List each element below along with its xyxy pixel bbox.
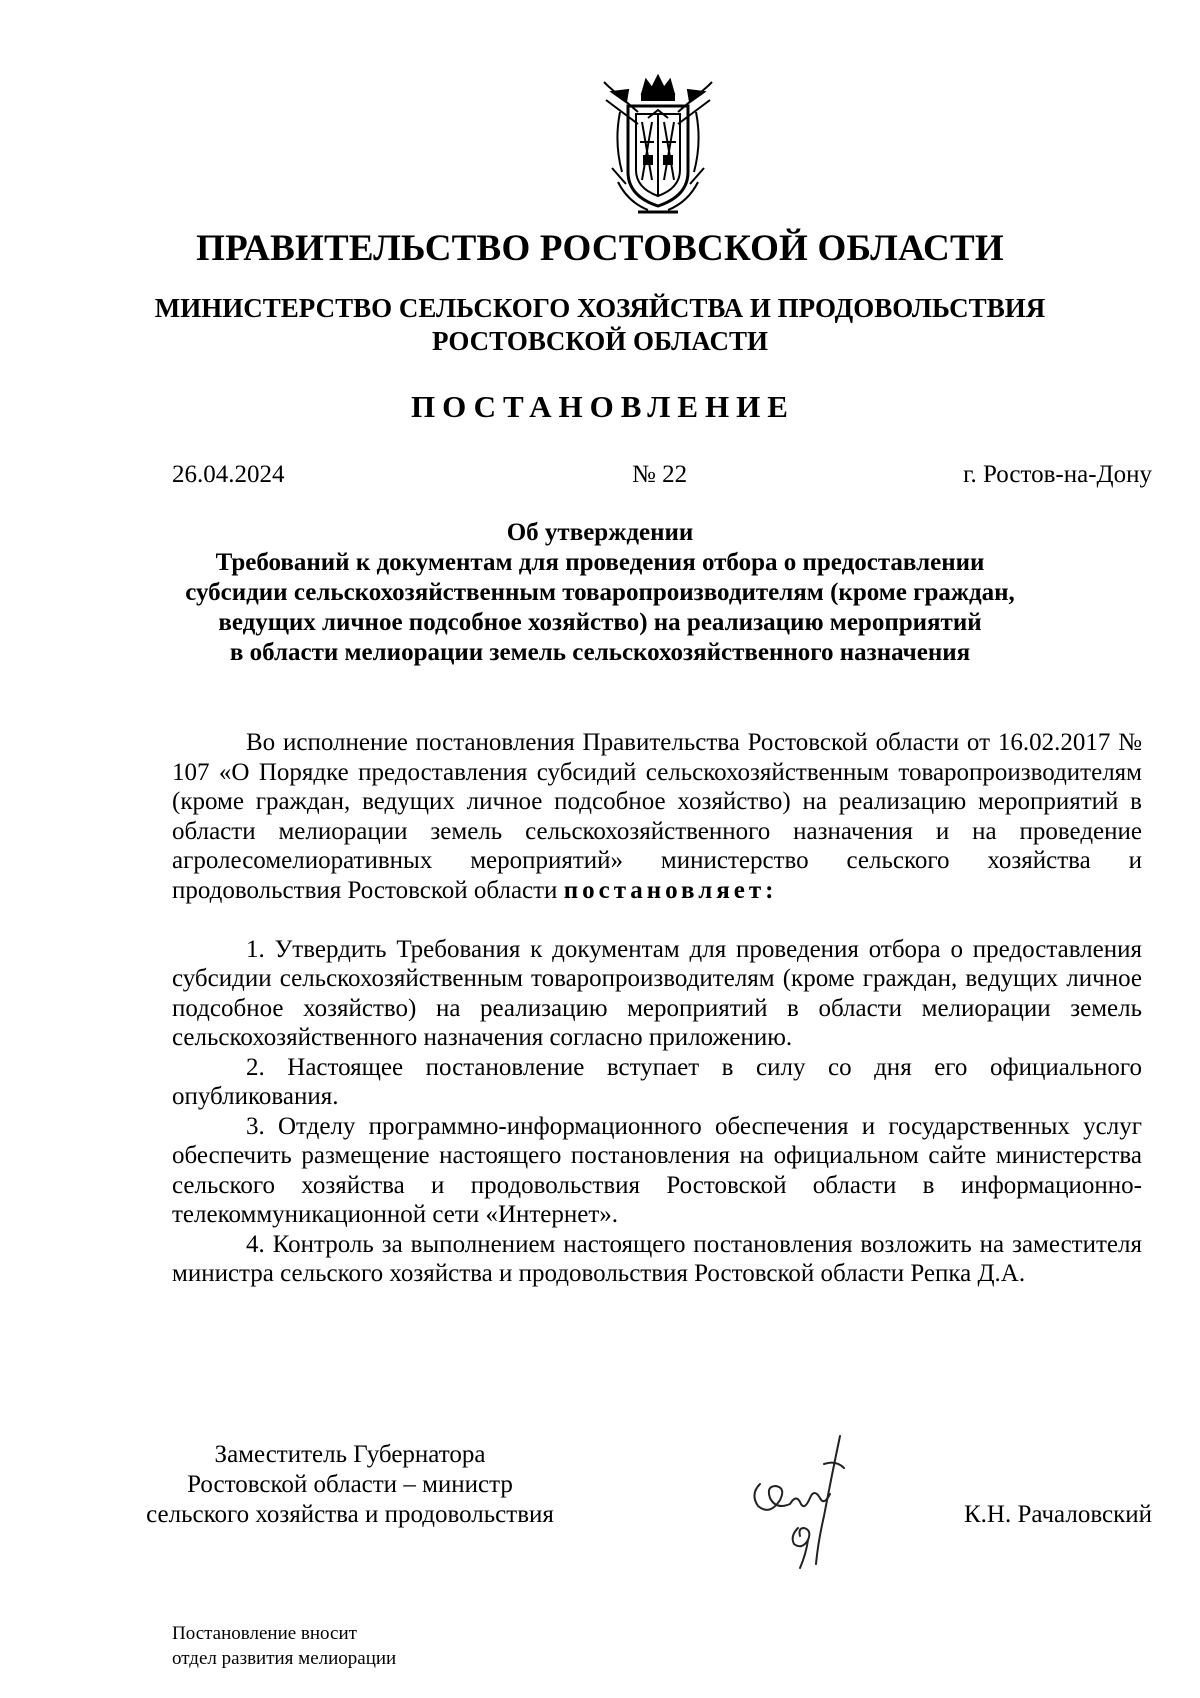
- position-line2: Ростовской области – министр: [187, 1471, 513, 1498]
- document-city: г. Ростов-на-Дону: [963, 461, 1152, 488]
- item-2: 2. Настоящее постановление вступает в силу со дня его официального опубликования.: [172, 1053, 1142, 1110]
- document-date: 26.04.2024: [172, 461, 285, 488]
- title-line5: в области мелиорации земель сельскохозяйственного назначения: [229, 639, 971, 666]
- position-line3: сельского хозяйства и продовольствия: [146, 1501, 554, 1528]
- document-number: № 22: [632, 461, 688, 488]
- signatory-name: К.Н. Рачаловский: [963, 1501, 1152, 1528]
- position-line1: Заместитель Губернатора: [214, 1441, 486, 1468]
- document-body: [172, 728, 1142, 1289]
- item-4: 4. Контроль за выполнением настоящего постановления возложить на заместителя министра сельского хозяйства и продовольствия Ростовской области Репка Д.А.: [172, 1230, 1142, 1287]
- handwritten-signature-icon: [740, 1424, 870, 1574]
- ministry-heading-line2: РОСТОВСКОЙ ОБЛАСТИ: [432, 326, 768, 356]
- title-line3: субсидии сельскохозяйственным товаропроизводителям (кроме граждан,: [185, 579, 1015, 606]
- title-line4: ведущих личное подсобное хозяйство) на реализацию мероприятий: [218, 609, 982, 636]
- document-title: [0, 518, 1200, 668]
- footer-line1: Постановление вносит: [172, 1623, 357, 1644]
- ministry-heading-line1: МИНИСТЕРСТВО СЕЛЬСКОГО ХОЗЯЙСТВА И ПРОДОВОЛЬСТВИЯ: [154, 293, 1046, 323]
- ministry-heading: [0, 292, 1200, 358]
- preamble-paragraph: [172, 728, 1142, 905]
- document-type-heading: ПОСТАНОВЛЕНИЕ: [411, 389, 795, 424]
- government-heading: ПРАВИТЕЛЬСТВО РОСТОВСКОЙ ОБЛАСТИ: [196, 228, 1004, 269]
- item-1: 1. Утвердить Требования к документам для проведения отбора о предоставления субсидии сельскохозяйственным товаропроизводителям (кроме граждан, ведущих личное подсобное хозяйство) на реализацию мероприятий в области мелиорации земель сельскохозяйственного назначения согласно приложению.: [172, 935, 1142, 1051]
- title-line1: Об утверждении: [506, 519, 694, 546]
- footer-note: [172, 1621, 396, 1671]
- document-meta-row: [172, 460, 1152, 490]
- resolves-word: постановляет:: [563, 876, 778, 904]
- signatory-position: [100, 1440, 600, 1530]
- footer-line2: отдел развития мелиорации: [172, 1648, 397, 1669]
- title-line2: Требований к документам для проведения отбора о предоставлении: [215, 549, 985, 576]
- coat-of-arms-icon: [598, 72, 718, 216]
- item-3: 3. Отделу программно-информационного обеспечения и государственных услуг обеспечить размещение настоящего постановления на официальном сайте министерства сельского хозяйства и продовольствия Ростовской области в информационно-телекоммуникационной сети «Интернет».: [172, 1112, 1142, 1228]
- preamble-text: Во исполнение постановления Правительства Ростовской области от 16.02.2017 № 107 «О Порядке предоставления субсидий сельскохозяйственным товаропроизводителям (кроме граждан, ведущих личное подсобное хозяйство) на реализацию мероприятий в области мелиорации земель сельскохозяйственного назначения и на проведение агролесомелиоративных мероприятий» министерство сельского хозяйства и продовольствия Ростовской области: [172, 729, 1142, 904]
